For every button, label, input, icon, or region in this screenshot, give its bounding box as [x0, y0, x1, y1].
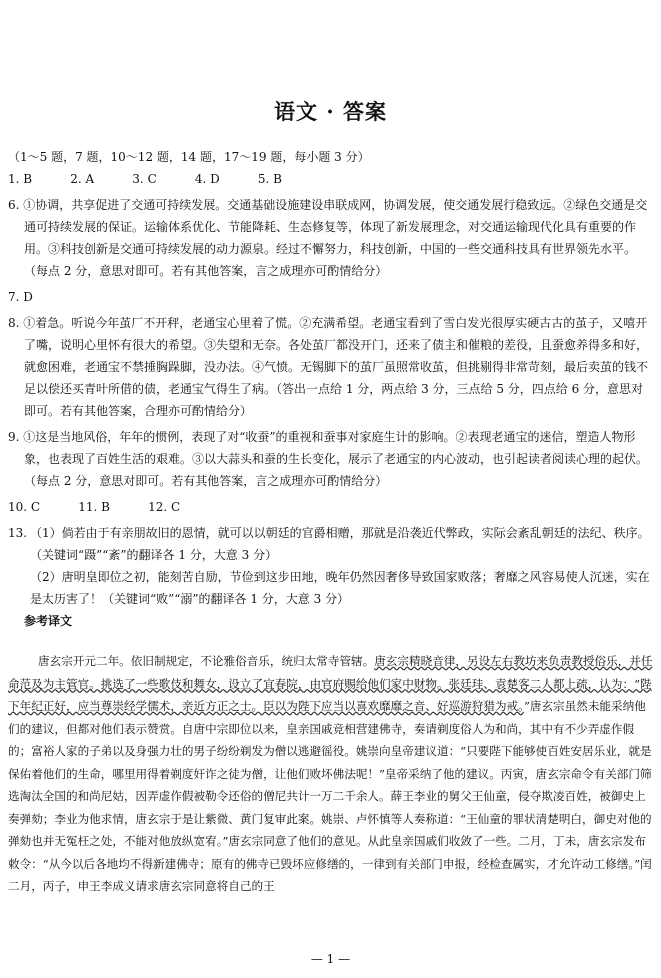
answer-q13-1: （1）倘若由于有亲朋故旧的恩情，就可以以朝廷的官爵相赠，那就是沿袭近代弊政，实际会紊乱朝廷的法纪、秩序。（关键词“蹑”“紊”的翻译各 1 分，大意 3 分）: [30, 526, 650, 562]
q13-label: 13.: [8, 526, 28, 540]
answers-row-10-12: 10. C 11. B 12. C: [8, 500, 181, 514]
translation-underlined-passage: 唐玄宗精晓音律，另设左右教坊来负责教授俗乐，并任命范及为主管官。挑选了一些歌伎和舞女，设立了宜春院，由官府赐给他们家中财物。张廷珪、袁楚客二人都上疏，认为：“陛下年纪正好，应当尊崇经学儒术，亲近方正之士。臣以为陛下应当以喜欢靡靡之音、好巡游狩猎为戒。: [8, 654, 653, 713]
reference-translation-title: 参考译文: [24, 614, 73, 628]
header-note: （1～5 题，7 题，10～12 题，14 题，17～19 题，每小题 3 分）: [8, 150, 370, 164]
page-title: 语文 · 答案: [274, 99, 387, 124]
page-number: — 1 —: [310, 952, 351, 966]
answer-q6: 6. ①协调，共享促进了交通可持续发展。交通基础设施建设串联成网，协调发展，使交通发展行稳致远。②绿色交通是交通可持续发展的保证。运输体系优化、节能降耗、生态修复等，体现了新发展理念，对交通运输现代化具有重要的作用。③科技创新是交通可持续发展的动力源泉。经过不懈努力，科技创新，中国的一些交通科技具有世界领先水平。（每点 2 分，意思对即可。若有其他答案，言之成理亦可酌情给分）: [8, 198, 648, 278]
answers-row-1-5: 1. B 2. A 3. C 4. D 5. B: [8, 172, 283, 186]
answers-section: [8, 146, 653, 632]
answer-q13-2: （2）唐明皇即位之初，能刻苦自励，节俭到这步田地，晚年仍然因奢侈导致国家败落；奢靡之风容易使人沉迷，实在是太历害了！（关键词“败”“溺”的翻译各 1 分，大意 3 分）: [30, 570, 650, 606]
answer-q7: 7. D: [8, 290, 33, 304]
answer-q9: 9. ①这是当地风俗，年年的惯例，表现了对“收蚕”的重视和蚕事对家庭生计的影响。②表现老通宝的迷信，塑造人物形象，也表现了百姓生活的艰难。③以大蒜头和蚕的生长变化，展示了老通宝的内心波动，也引起读者阅读心理的起伏。（每点 2 分，意思对即可。若有其他答案，言之成理亦可酌情给分）: [8, 430, 649, 488]
answer-q8: 8. ①着急。听说今年茧厂不开秤，老通宝心里着了慌。②充满希望。老通宝看到了雪白发光很厚实硬古古的茧子，又嘻开了嘴，说明心里怀有很大的希望。③失望和无奈。各处茧厂都没开门，还来了债主和催粮的差役，且蚕愈养得多和好，就愈困难，老通宝不禁捶胸跺脚，没办法。④气愤。无锡脚下的茧厂虽照常收茧，但挑剔得非常苛刻，最后卖茧的钱不足以偿还买青叶所借的债，老通宝气得生了病。（答出一点给 1 分，两点给 3 分，三点给 5 分，四点给 6 分，意思对即可。若有其他答案，合理亦可酌情给分）: [8, 316, 649, 418]
answer-q13: [8, 522, 653, 610]
translation-rest: ”唐玄宗虽然未能采纳他们的建议，但都对他们表示赞赏。自唐中宗即位以来，皇亲国戚竞相营建佛寺，奏请剃度俗人为和尚，其中有不少弄虚作假的；富裕人家的子弟以及身强力壮的男子纷纷剃发为僧以逃避徭役。姚崇向皇帝建议道：“只要陛下能够使百姓安居乐业，就是保佑着他们的生命，哪里用得着剃度奸诈之徒为僧，让他们败坏佛法呢！”皇帝采纳了他的建议。丙寅，唐玄宗命令有关部门筛选淘汰全国的和尚尼姑，因弄虚作假被勒令还俗的僧尼共计一万二千余人。薛王李业的舅父王仙童，侵夺欺凌百姓，被御史上奏弹劾；李业为他求情，唐玄宗于是让紫微、黄门复审此案。姚崇、卢怀慎等人奏称道：“王仙童的罪状清楚明白，御史对他的弹劾也并无冤枉之处，不能对他放纵宽宥。”唐玄宗同意了他们的意见。从此皇亲国戚们收敛了一些。二月，丁未，唐玄宗发布敕令：“从今以后各地均不得新建佛寺；原有的佛寺已毁坏应修缮的，一律到有关部门申报，经检查属实，才允许动工修缮。”闰二月，丙子，申王李成义请求唐玄宗同意将自己的王: [8, 699, 652, 893]
translation-intro: 唐玄宗开元二年。依旧制规定，不论雅俗音乐，统归太常寺管辖。: [38, 654, 375, 668]
reference-translation-body: [8, 650, 653, 898]
